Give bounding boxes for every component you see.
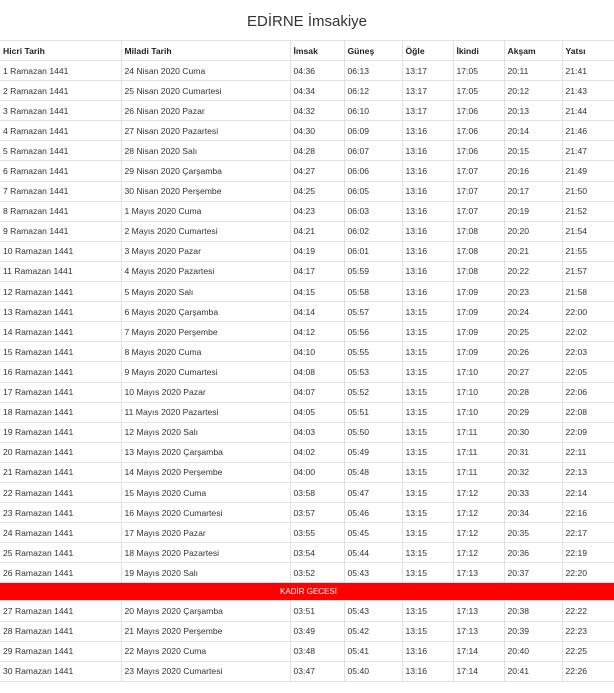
yatsi-cell: 22:22 — [562, 601, 614, 621]
ikindi-cell: 17:07 — [453, 201, 504, 221]
table-row — [0, 601, 614, 621]
aksam-cell: 20:13 — [504, 101, 562, 121]
aksam-cell: 20:35 — [504, 523, 562, 543]
ikindi-cell: 17:11 — [453, 462, 504, 482]
imsak-cell: 04:28 — [290, 141, 344, 161]
yatsi-cell: 21:57 — [562, 261, 614, 281]
table-row — [0, 241, 614, 261]
gunes-cell: 05:46 — [344, 503, 402, 523]
miladi-date-cell: 28 Nisan 2020 Salı — [121, 141, 290, 161]
gunes-cell: 06:01 — [344, 241, 402, 261]
column-header-yatsi: Yatsı — [562, 41, 614, 61]
gunes-cell: 06:07 — [344, 141, 402, 161]
ogle-cell: 13:15 — [402, 601, 453, 621]
aksam-cell: 20:24 — [504, 302, 562, 322]
gunes-cell: 06:05 — [344, 181, 402, 201]
gunes-cell: 05:45 — [344, 523, 402, 543]
gunes-cell: 06:10 — [344, 101, 402, 121]
hicri-date-cell: 3 Ramazan 1441 — [0, 101, 121, 121]
ikindi-cell: 17:07 — [453, 181, 504, 201]
table-row — [0, 482, 614, 502]
ogle-cell: 13:16 — [402, 661, 453, 681]
aksam-cell: 20:36 — [504, 543, 562, 563]
ogle-cell: 13:16 — [402, 161, 453, 181]
ogle-cell: 13:15 — [402, 563, 453, 583]
hicri-date-cell: 6 Ramazan 1441 — [0, 161, 121, 181]
ikindi-cell: 17:08 — [453, 221, 504, 241]
aksam-cell: 20:23 — [504, 282, 562, 302]
table-row — [0, 201, 614, 221]
miladi-date-cell: 18 Mayıs 2020 Pazartesi — [121, 543, 290, 563]
gunes-cell: 05:47 — [344, 482, 402, 502]
aksam-cell: 20:38 — [504, 601, 562, 621]
imsak-cell: 03:57 — [290, 503, 344, 523]
imsak-cell: 03:51 — [290, 601, 344, 621]
yatsi-cell: 22:13 — [562, 462, 614, 482]
yatsi-cell: 22:25 — [562, 641, 614, 661]
ikindi-cell: 17:10 — [453, 402, 504, 422]
ikindi-cell: 17:12 — [453, 482, 504, 502]
ogle-cell: 13:15 — [402, 302, 453, 322]
hicri-date-cell: 13 Ramazan 1441 — [0, 302, 121, 322]
aksam-cell: 20:25 — [504, 322, 562, 342]
imsak-cell: 04:27 — [290, 161, 344, 181]
imsak-cell: 04:10 — [290, 342, 344, 362]
hicri-date-cell: 25 Ramazan 1441 — [0, 543, 121, 563]
yatsi-cell: 22:20 — [562, 563, 614, 583]
gunes-cell: 05:43 — [344, 601, 402, 621]
miladi-date-cell: 11 Mayıs 2020 Pazartesi — [121, 402, 290, 422]
aksam-cell: 20:14 — [504, 121, 562, 141]
miladi-date-cell: 15 Mayıs 2020 Cuma — [121, 482, 290, 502]
gunes-cell: 06:03 — [344, 201, 402, 221]
miladi-date-cell: 7 Mayıs 2020 Perşembe — [121, 322, 290, 342]
yatsi-cell: 21:41 — [562, 61, 614, 81]
miladi-date-cell: 29 Nisan 2020 Çarşamba — [121, 161, 290, 181]
ogle-cell: 13:15 — [402, 462, 453, 482]
hicri-date-cell: 27 Ramazan 1441 — [0, 601, 121, 621]
ikindi-cell: 17:05 — [453, 61, 504, 81]
hicri-date-cell: 14 Ramazan 1441 — [0, 322, 121, 342]
ikindi-cell: 17:12 — [453, 543, 504, 563]
aksam-cell: 20:21 — [504, 241, 562, 261]
hicri-date-cell: 21 Ramazan 1441 — [0, 462, 121, 482]
table-header-row — [0, 41, 614, 61]
imsak-cell: 04:23 — [290, 201, 344, 221]
table-row — [0, 302, 614, 322]
column-header-hicri: Hicri Tarih — [0, 41, 121, 61]
ogle-cell: 13:15 — [402, 342, 453, 362]
ikindi-cell: 17:07 — [453, 161, 504, 181]
table-row — [0, 442, 614, 462]
yatsi-cell: 22:06 — [562, 382, 614, 402]
imsak-cell: 04:02 — [290, 442, 344, 462]
miladi-date-cell: 6 Mayıs 2020 Çarşamba — [121, 302, 290, 322]
gunes-cell: 05:59 — [344, 261, 402, 281]
yatsi-cell: 21:49 — [562, 161, 614, 181]
hicri-date-cell: 16 Ramazan 1441 — [0, 362, 121, 382]
table-row — [0, 221, 614, 241]
column-header-miladi: Miladi Tarih — [121, 41, 290, 61]
ikindi-cell: 17:06 — [453, 101, 504, 121]
ogle-cell: 13:15 — [402, 621, 453, 641]
table-row — [0, 181, 614, 201]
table-row — [0, 422, 614, 442]
hicri-date-cell: 15 Ramazan 1441 — [0, 342, 121, 362]
ogle-cell: 13:15 — [402, 523, 453, 543]
yatsi-cell: 22:16 — [562, 503, 614, 523]
gunes-cell: 06:13 — [344, 61, 402, 81]
table-row — [0, 661, 614, 681]
yatsi-cell: 22:23 — [562, 621, 614, 641]
hicri-date-cell: 28 Ramazan 1441 — [0, 621, 121, 641]
ikindi-cell: 17:09 — [453, 322, 504, 342]
yatsi-cell: 22:14 — [562, 482, 614, 502]
table-row — [0, 621, 614, 641]
gunes-cell: 05:43 — [344, 563, 402, 583]
table-row — [0, 101, 614, 121]
ogle-cell: 13:16 — [402, 641, 453, 661]
imsak-cell: 03:47 — [290, 661, 344, 681]
ikindi-cell: 17:13 — [453, 601, 504, 621]
aksam-cell: 20:39 — [504, 621, 562, 641]
miladi-date-cell: 16 Mayıs 2020 Cumartesi — [121, 503, 290, 523]
aksam-cell: 20:31 — [504, 442, 562, 462]
hicri-date-cell: 9 Ramazan 1441 — [0, 221, 121, 241]
ogle-cell: 13:15 — [402, 322, 453, 342]
ikindi-cell: 17:12 — [453, 523, 504, 543]
miladi-date-cell: 17 Mayıs 2020 Pazar — [121, 523, 290, 543]
table-row — [0, 523, 614, 543]
aksam-cell: 20:12 — [504, 81, 562, 101]
table-row — [0, 503, 614, 523]
miladi-date-cell: 30 Nisan 2020 Perşembe — [121, 181, 290, 201]
column-header-imsak: İmsak — [290, 41, 344, 61]
page-title: EDİRNE İmsakiye — [246, 13, 368, 30]
imsak-cell: 04:34 — [290, 81, 344, 101]
aksam-cell: 20:16 — [504, 161, 562, 181]
table-row — [0, 641, 614, 661]
hicri-date-cell: 7 Ramazan 1441 — [0, 181, 121, 201]
imsak-cell: 04:07 — [290, 382, 344, 402]
yatsi-cell: 21:50 — [562, 181, 614, 201]
ogle-cell: 13:15 — [402, 362, 453, 382]
miladi-date-cell: 5 Mayıs 2020 Salı — [121, 282, 290, 302]
yatsi-cell: 22:11 — [562, 442, 614, 462]
aksam-cell: 20:37 — [504, 563, 562, 583]
hicri-date-cell: 12 Ramazan 1441 — [0, 282, 121, 302]
ikindi-cell: 17:08 — [453, 261, 504, 281]
hicri-date-cell: 1 Ramazan 1441 — [0, 61, 121, 81]
ikindi-cell: 17:11 — [453, 442, 504, 462]
gunes-cell: 06:12 — [344, 81, 402, 101]
miladi-date-cell: 22 Mayıs 2020 Cuma — [121, 641, 290, 661]
miladi-date-cell: 25 Nisan 2020 Cumartesi — [121, 81, 290, 101]
ogle-cell: 13:16 — [402, 201, 453, 221]
ikindi-cell: 17:13 — [453, 563, 504, 583]
imsak-cell: 04:21 — [290, 221, 344, 241]
ogle-cell: 13:16 — [402, 121, 453, 141]
miladi-date-cell: 23 Mayıs 2020 Cumartesi — [121, 661, 290, 681]
gunes-cell: 05:50 — [344, 422, 402, 442]
aksam-cell: 20:33 — [504, 482, 562, 502]
imsakiye-table — [0, 40, 614, 682]
ikindi-cell: 17:09 — [453, 302, 504, 322]
miladi-date-cell: 14 Mayıs 2020 Perşembe — [121, 462, 290, 482]
gunes-cell: 05:56 — [344, 322, 402, 342]
yatsi-cell: 22:03 — [562, 342, 614, 362]
imsak-cell: 04:00 — [290, 462, 344, 482]
table-row — [0, 81, 614, 101]
hicri-date-cell: 17 Ramazan 1441 — [0, 382, 121, 402]
ogle-cell: 13:15 — [402, 543, 453, 563]
miladi-date-cell: 1 Mayıs 2020 Cuma — [121, 201, 290, 221]
yatsi-cell: 21:47 — [562, 141, 614, 161]
hicri-date-cell: 4 Ramazan 1441 — [0, 121, 121, 141]
ogle-cell: 13:15 — [402, 382, 453, 402]
miladi-date-cell: 12 Mayıs 2020 Salı — [121, 422, 290, 442]
yatsi-cell: 21:52 — [562, 201, 614, 221]
hicri-date-cell: 30 Ramazan 1441 — [0, 661, 121, 681]
aksam-cell: 20:34 — [504, 503, 562, 523]
imsak-cell: 04:15 — [290, 282, 344, 302]
ogle-cell: 13:16 — [402, 221, 453, 241]
gunes-cell: 05:52 — [344, 382, 402, 402]
table-row — [0, 121, 614, 141]
yatsi-cell: 21:44 — [562, 101, 614, 121]
ikindi-cell: 17:14 — [453, 641, 504, 661]
gunes-cell: 05:40 — [344, 661, 402, 681]
table-row — [0, 61, 614, 81]
ogle-cell: 13:15 — [402, 503, 453, 523]
miladi-date-cell: 2 Mayıs 2020 Cumartesi — [121, 221, 290, 241]
gunes-cell: 05:53 — [344, 362, 402, 382]
imsak-cell: 03:58 — [290, 482, 344, 502]
table-row — [0, 261, 614, 281]
ikindi-cell: 17:06 — [453, 141, 504, 161]
hicri-date-cell: 26 Ramazan 1441 — [0, 563, 121, 583]
table-body — [0, 61, 614, 682]
ikindi-cell: 17:06 — [453, 121, 504, 141]
yatsi-cell: 22:19 — [562, 543, 614, 563]
miladi-date-cell: 3 Mayıs 2020 Pazar — [121, 241, 290, 261]
aksam-cell: 20:17 — [504, 181, 562, 201]
ogle-cell: 13:16 — [402, 141, 453, 161]
gunes-cell: 05:48 — [344, 462, 402, 482]
hicri-date-cell: 23 Ramazan 1441 — [0, 503, 121, 523]
ikindi-cell: 17:10 — [453, 362, 504, 382]
hicri-date-cell: 20 Ramazan 1441 — [0, 442, 121, 462]
miladi-date-cell: 9 Mayıs 2020 Cumartesi — [121, 362, 290, 382]
aksam-cell: 20:32 — [504, 462, 562, 482]
yatsi-cell: 21:46 — [562, 121, 614, 141]
table-row — [0, 563, 614, 583]
miladi-date-cell: 19 Mayıs 2020 Salı — [121, 563, 290, 583]
table-row — [0, 382, 614, 402]
aksam-cell: 20:40 — [504, 641, 562, 661]
yatsi-cell: 21:58 — [562, 282, 614, 302]
miladi-date-cell: 20 Mayıs 2020 Çarşamba — [121, 601, 290, 621]
aksam-cell: 20:22 — [504, 261, 562, 281]
miladi-date-cell: 8 Mayıs 2020 Cuma — [121, 342, 290, 362]
hicri-date-cell: 5 Ramazan 1441 — [0, 141, 121, 161]
imsak-cell: 04:05 — [290, 402, 344, 422]
imsak-cell: 04:03 — [290, 422, 344, 442]
ogle-cell: 13:17 — [402, 101, 453, 121]
ikindi-cell: 17:14 — [453, 661, 504, 681]
miladi-date-cell: 26 Nisan 2020 Pazar — [121, 101, 290, 121]
ogle-cell: 13:16 — [402, 282, 453, 302]
yatsi-cell: 21:55 — [562, 241, 614, 261]
yatsi-cell: 22:08 — [562, 402, 614, 422]
aksam-cell: 20:30 — [504, 422, 562, 442]
aksam-cell: 20:19 — [504, 201, 562, 221]
hicri-date-cell: 24 Ramazan 1441 — [0, 523, 121, 543]
aksam-cell: 20:15 — [504, 141, 562, 161]
hicri-date-cell: 8 Ramazan 1441 — [0, 201, 121, 221]
ogle-cell: 13:15 — [402, 422, 453, 442]
column-header-aksam: Akşam — [504, 41, 562, 61]
column-header-ikindi: İkindi — [453, 41, 504, 61]
hicri-date-cell: 29 Ramazan 1441 — [0, 641, 121, 661]
table-row — [0, 141, 614, 161]
hicri-date-cell: 2 Ramazan 1441 — [0, 81, 121, 101]
imsak-cell: 04:19 — [290, 241, 344, 261]
kadir-gecesi-label: KADİR GECESİ — [0, 583, 614, 601]
gunes-cell: 05:41 — [344, 641, 402, 661]
imsak-cell: 04:30 — [290, 121, 344, 141]
ikindi-cell: 17:09 — [453, 342, 504, 362]
ikindi-cell: 17:11 — [453, 422, 504, 442]
table-row — [0, 402, 614, 422]
kadir-gecesi-row — [0, 583, 614, 601]
ogle-cell: 13:15 — [402, 402, 453, 422]
miladi-date-cell: 21 Mayıs 2020 Perşembe — [121, 621, 290, 641]
table-row — [0, 282, 614, 302]
miladi-date-cell: 24 Nisan 2020 Cuma — [121, 61, 290, 81]
imsak-cell: 04:14 — [290, 302, 344, 322]
gunes-cell: 05:55 — [344, 342, 402, 362]
aksam-cell: 20:20 — [504, 221, 562, 241]
gunes-cell: 06:02 — [344, 221, 402, 241]
yatsi-cell: 21:43 — [562, 81, 614, 101]
table-row — [0, 362, 614, 382]
imsak-cell: 04:36 — [290, 61, 344, 81]
ogle-cell: 13:15 — [402, 442, 453, 462]
imsak-cell: 03:55 — [290, 523, 344, 543]
ikindi-cell: 17:13 — [453, 621, 504, 641]
ogle-cell: 13:16 — [402, 181, 453, 201]
imsak-cell: 04:32 — [290, 101, 344, 121]
aksam-cell: 20:11 — [504, 61, 562, 81]
ikindi-cell: 17:08 — [453, 241, 504, 261]
column-header-ogle: Öğle — [402, 41, 453, 61]
miladi-date-cell: 10 Mayıs 2020 Pazar — [121, 382, 290, 402]
imsak-cell: 03:52 — [290, 563, 344, 583]
aksam-cell: 20:28 — [504, 382, 562, 402]
table-row — [0, 161, 614, 181]
miladi-date-cell: 27 Nisan 2020 Pazartesi — [121, 121, 290, 141]
hicri-date-cell: 18 Ramazan 1441 — [0, 402, 121, 422]
ogle-cell: 13:16 — [402, 261, 453, 281]
aksam-cell: 20:41 — [504, 661, 562, 681]
yatsi-cell: 22:02 — [562, 322, 614, 342]
table-row — [0, 342, 614, 362]
yatsi-cell: 22:00 — [562, 302, 614, 322]
yatsi-cell: 22:26 — [562, 661, 614, 681]
imsak-cell: 03:49 — [290, 621, 344, 641]
yatsi-cell: 21:54 — [562, 221, 614, 241]
gunes-cell: 05:51 — [344, 402, 402, 422]
gunes-cell: 05:44 — [344, 543, 402, 563]
ikindi-cell: 17:05 — [453, 81, 504, 101]
ogle-cell: 13:17 — [402, 81, 453, 101]
imsak-cell: 04:12 — [290, 322, 344, 342]
gunes-cell: 05:57 — [344, 302, 402, 322]
miladi-date-cell: 4 Mayıs 2020 Pazartesi — [121, 261, 290, 281]
yatsi-cell: 22:05 — [562, 362, 614, 382]
ikindi-cell: 17:12 — [453, 503, 504, 523]
hicri-date-cell: 10 Ramazan 1441 — [0, 241, 121, 261]
gunes-cell: 06:09 — [344, 121, 402, 141]
gunes-cell: 05:42 — [344, 621, 402, 641]
aksam-cell: 20:29 — [504, 402, 562, 422]
hicri-date-cell: 22 Ramazan 1441 — [0, 482, 121, 502]
table-row — [0, 543, 614, 563]
ikindi-cell: 17:10 — [453, 382, 504, 402]
ogle-cell: 13:15 — [402, 482, 453, 502]
yatsi-cell: 22:17 — [562, 523, 614, 543]
hicri-date-cell: 19 Ramazan 1441 — [0, 422, 121, 442]
aksam-cell: 20:27 — [504, 362, 562, 382]
miladi-date-cell: 13 Mayıs 2020 Çarşamba — [121, 442, 290, 462]
imsak-cell: 04:08 — [290, 362, 344, 382]
table-row — [0, 462, 614, 482]
gunes-cell: 05:58 — [344, 282, 402, 302]
imsak-cell: 04:17 — [290, 261, 344, 281]
table-row — [0, 322, 614, 342]
yatsi-cell: 22:09 — [562, 422, 614, 442]
column-header-gunes: Güneş — [344, 41, 402, 61]
imsak-cell: 04:25 — [290, 181, 344, 201]
ogle-cell: 13:17 — [402, 61, 453, 81]
aksam-cell: 20:26 — [504, 342, 562, 362]
ogle-cell: 13:16 — [402, 241, 453, 261]
imsak-cell: 03:48 — [290, 641, 344, 661]
gunes-cell: 06:06 — [344, 161, 402, 181]
ikindi-cell: 17:09 — [453, 282, 504, 302]
gunes-cell: 05:49 — [344, 442, 402, 462]
hicri-date-cell: 11 Ramazan 1441 — [0, 261, 121, 281]
imsak-cell: 03:54 — [290, 543, 344, 563]
